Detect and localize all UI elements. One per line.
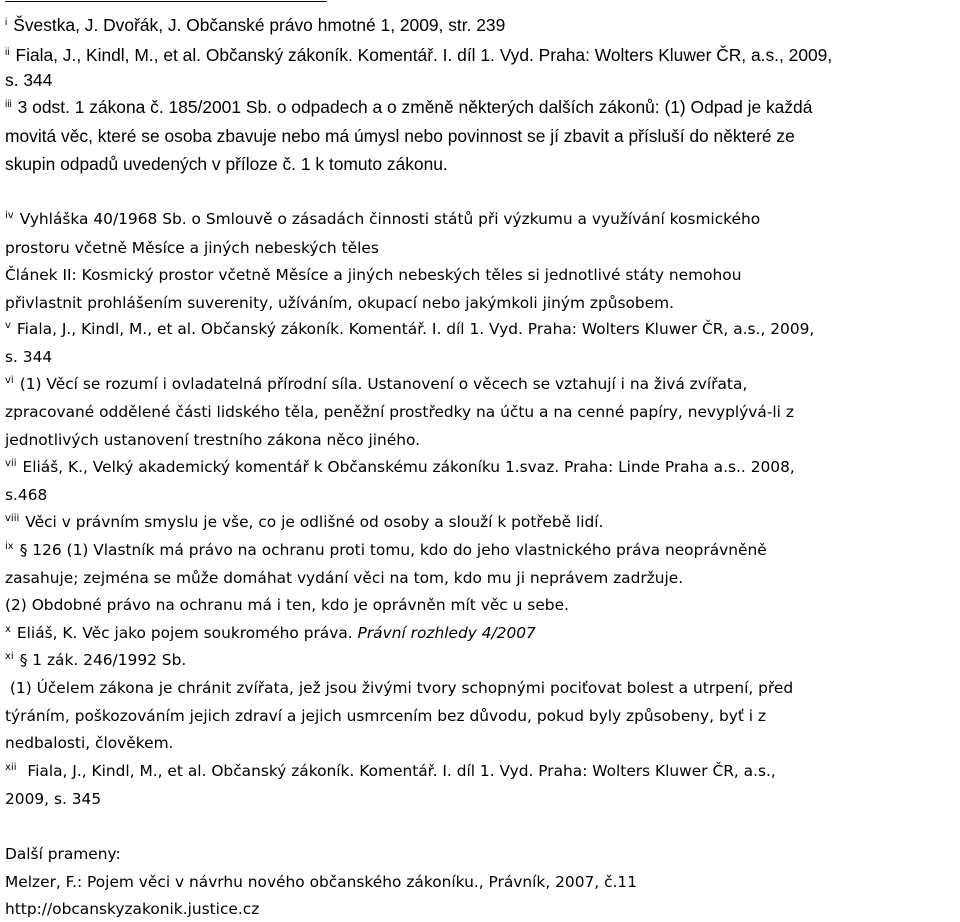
footnote-mark-ii: ii — [5, 46, 10, 58]
footnote-mark-ix: ix — [5, 540, 14, 552]
footnote-mark-xi: xi — [5, 650, 14, 662]
footnote-xii-line-2: 2009, s. 345 — [5, 790, 102, 808]
footnote-x-line-1: $^x$ Eliáš, K. Věc jako pojem soukromého práva. Právní rozhledy 4/2007 — [5, 623, 536, 642]
footnote-mark-x: x — [5, 623, 11, 635]
footnote-mark-vii: vii — [5, 457, 17, 469]
footnote-mark-xii: xii — [5, 761, 17, 773]
footnote-xi-line-3: týráním, poškozováním jejich zdraví a jejich usmrcením bez důvodu, pokud byly způsobeny, byť i z — [5, 707, 766, 725]
footnote-ii-line-1: $^{ii}$ Fiala, J., Kindl, M., et al. Občanský zákoník. Komentář. I. díl 1. Vyd. Praha: Wolters Kluwer ČR, a.s., 2009, — [5, 45, 833, 65]
footnote-ix-line-2: zasahuje; zejména se může domáhat vydání věci na tom, kdo mu ji neprávem zadržuje. — [5, 569, 684, 587]
footnote-vii-line-1: $^{vii}$ Eliáš, K., Velký akademický komentář k Občanskému zákoníku 1.svaz. Praha: Linde Praha a.s.. 2008, — [5, 457, 795, 476]
footnote-mark-iii: iii — [5, 98, 12, 110]
footnote-mark-vi: vi — [5, 374, 14, 386]
footnote-v-line-1: $^v$ Fiala, J., Kindl, M., et al. Občanský zákoník. Komentář. I. díl 1. Vyd. Praha: Wolters Kluwer ČR, a.s., 2009, — [5, 319, 815, 338]
footnote-mark-iv: iv — [5, 209, 14, 221]
footnote-ix-line-1: $^{ix}$ § 126 (1) Vlastník má právo na ochranu proti tomu, kdo do jeho vlastnického práva neoprávněně — [5, 540, 767, 559]
footnote-mark-viii: viii — [5, 512, 20, 524]
footnote-separator-rule — [5, 1, 327, 2]
footnote-xi-line-4: nedbalosti, člověkem. — [5, 734, 174, 752]
footnote-v-line-2: s. 344 — [5, 348, 53, 366]
footnote-iv-line-4: přivlastnit prohlášením suverenity, užíváním, okupací nebo jakýmkoli jiným způsobem. — [5, 294, 675, 312]
footnote-vi-line-2: zpracované oddělené části lidského těla, peněžní prostředky na účtu a na cenné papíry, nevyplývá-li z — [5, 403, 794, 421]
footnote-iii-line-1: $^{iii}$ 3 odst. 1 zákona č. 185/2001 Sb. o odpadech a o změně některých dalších zákonů: (1) Odpad je každá — [5, 97, 813, 117]
source-link[interactable]: http://obcanskyzakonik.justice.cz — [5, 900, 260, 918]
footnote-mark-v: v — [5, 319, 11, 331]
footnote-viii-line-1: $^{viii}$ Věci v právním smyslu je vše, co je odlišné od osoby a slouží k potřebě lidí. — [5, 512, 604, 531]
footnote-iv-line-2: prostoru včetně Měsíce a jiných nebeských těles — [5, 239, 379, 257]
footnote-xi-line-1: $^{xi}$ § 1 zák. 246/1992 Sb. — [5, 650, 187, 669]
footnote-i-line-1: $^i$ Švestka, J. Dvořák, J. Občanské právo hmotné 1, 2009, str. 239 — [5, 15, 506, 35]
source-item: Melzer, F.: Pojem věci v návrhu nového občanského zákoníku., Právník, 2007, č.11 — [5, 873, 638, 891]
footnote-vi-line-1: $^{vi}$ (1) Věcí se rozumí i ovladatelná přírodní síla. Ustanovení o věcech se vztahují i na živá zvířata, — [5, 374, 748, 393]
journal-title-italic: Právní rozhledy 4/2007 — [357, 624, 536, 642]
footnote-mark-i: i — [5, 16, 8, 28]
footnote-iii-line-3: skupin odpadů uvedených v příloze č. 1 k tomuto zákonu. — [5, 154, 448, 174]
footnote-ii-line-2: s. 344 — [5, 70, 53, 90]
footnote-xi-line-2: (1) Účelem zákona je chránit zvířata, jež jsou živými tvory schopnými pociťovat bolest a utrpení, před — [5, 679, 794, 697]
footnote-xii-line-1: $^{xii}$ Fiala, J., Kindl, M., et al. Občanský zákoník. Komentář. I. díl 1. Vyd. Praha: Wolters Kluwer ČR, a.s., — [5, 761, 776, 780]
footnote-iv-line-3: Článek II: Kosmický prostor včetně Měsíce a jiných nebeských těles si jednotlivé státy nemohou — [5, 266, 742, 284]
footnote-ix-line-3: (2) Obdobné právo na ochranu má i ten, kdo je oprávněn mít věc u sebe. — [5, 596, 569, 614]
footnote-vii-line-2: s.468 — [5, 486, 48, 504]
footnote-vi-line-3: jednotlivých ustanovení trestního zákona něco jiného. — [5, 431, 421, 449]
footnote-iv-line-1: $^{iv}$ Vyhláška 40/1968 Sb. o Smlouvě o zásadách činnosti států při výzkumu a využívání kosmického — [5, 209, 761, 228]
footnote-iii-line-2: movitá věc, které se osoba zbavuje nebo má úmysl nebo povinnost se jí zbavit a přísluší do některé ze — [5, 126, 795, 146]
sources-heading: Další prameny: — [5, 845, 121, 863]
